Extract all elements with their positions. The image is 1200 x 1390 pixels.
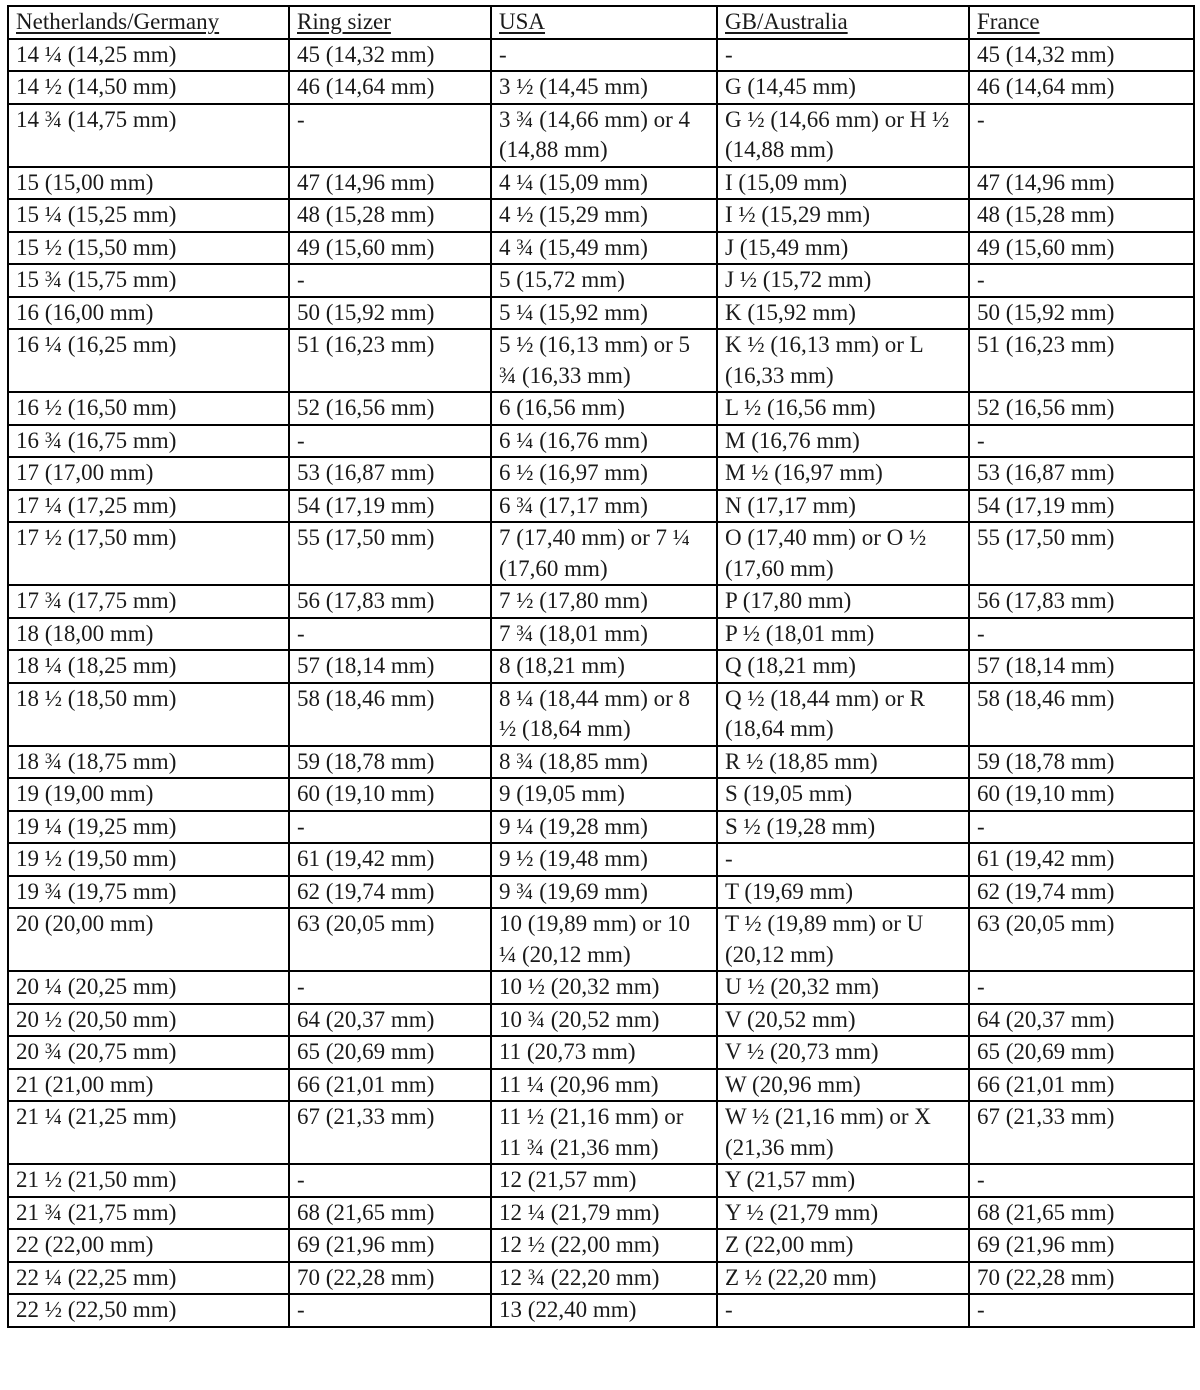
table-row	[8, 425, 1194, 458]
header-ring-sizer	[289, 6, 491, 39]
cell-gb-australia: K (15,92 mm)	[717, 297, 969, 330]
cell-netherlands-germany: 20 (20,00 mm)	[8, 908, 289, 971]
table-row	[8, 908, 1194, 971]
header-label: Ring sizer	[297, 9, 391, 34]
cell-france: 66 (21,01 mm)	[969, 1069, 1194, 1102]
table-row	[8, 457, 1194, 490]
cell-france: -	[969, 104, 1194, 167]
cell-gb-australia: P (17,80 mm)	[717, 585, 969, 618]
cell-usa: 10 ½ (20,32 mm)	[491, 971, 717, 1004]
cell-usa: 8 (18,21 mm)	[491, 650, 717, 683]
cell-netherlands-germany: 22 ¼ (22,25 mm)	[8, 1262, 289, 1295]
header-label: Netherlands/Germany	[16, 9, 220, 34]
cell-gb-australia: Z (22,00 mm)	[717, 1229, 969, 1262]
table-row	[8, 778, 1194, 811]
cell-netherlands-germany: 18 ¼ (18,25 mm)	[8, 650, 289, 683]
table-row	[8, 264, 1194, 297]
cell-netherlands-germany: 15 ¼ (15,25 mm)	[8, 199, 289, 232]
header-label: France	[977, 9, 1040, 34]
cell-usa: 13 (22,40 mm)	[491, 1294, 717, 1327]
table-row	[8, 876, 1194, 909]
cell-gb-australia: I ½ (15,29 mm)	[717, 199, 969, 232]
cell-ring-sizer: 51 (16,23 mm)	[289, 329, 491, 392]
cell-ring-sizer: 70 (22,28 mm)	[289, 1262, 491, 1295]
cell-ring-sizer: -	[289, 618, 491, 651]
cell-france: 65 (20,69 mm)	[969, 1036, 1194, 1069]
cell-usa: 4 ¼ (15,09 mm)	[491, 167, 717, 200]
cell-france: 67 (21,33 mm)	[969, 1101, 1194, 1164]
table-row	[8, 1004, 1194, 1037]
header-gb-australia	[717, 6, 969, 39]
cell-usa: 6 ¾ (17,17 mm)	[491, 490, 717, 523]
table-row	[8, 618, 1194, 651]
cell-netherlands-germany: 14 ¼ (14,25 mm)	[8, 39, 289, 72]
cell-netherlands-germany: 21 ¼ (21,25 mm)	[8, 1101, 289, 1164]
cell-france: -	[969, 1164, 1194, 1197]
table-row	[8, 1197, 1194, 1230]
cell-france: -	[969, 618, 1194, 651]
table-row	[8, 522, 1194, 585]
cell-netherlands-germany: 19 (19,00 mm)	[8, 778, 289, 811]
cell-ring-sizer: -	[289, 264, 491, 297]
cell-netherlands-germany: 20 ¼ (20,25 mm)	[8, 971, 289, 1004]
cell-usa: 12 ¼ (21,79 mm)	[491, 1197, 717, 1230]
cell-france: -	[969, 1294, 1194, 1327]
cell-usa: 9 (19,05 mm)	[491, 778, 717, 811]
cell-ring-sizer: -	[289, 971, 491, 1004]
cell-ring-sizer: 68 (21,65 mm)	[289, 1197, 491, 1230]
table-row	[8, 1069, 1194, 1102]
cell-netherlands-germany: 15 ¾ (15,75 mm)	[8, 264, 289, 297]
table-body	[8, 39, 1194, 1327]
cell-france: 48 (15,28 mm)	[969, 199, 1194, 232]
table-row	[8, 39, 1194, 72]
cell-netherlands-germany: 22 ½ (22,50 mm)	[8, 1294, 289, 1327]
cell-ring-sizer: -	[289, 425, 491, 458]
cell-gb-australia: Y ½ (21,79 mm)	[717, 1197, 969, 1230]
cell-france: 50 (15,92 mm)	[969, 297, 1194, 330]
cell-netherlands-germany: 16 (16,00 mm)	[8, 297, 289, 330]
cell-usa: 11 ½ (21,16 mm) or 11 ¾ (21,36 mm)	[491, 1101, 717, 1164]
table-row	[8, 1036, 1194, 1069]
cell-gb-australia: P ½ (18,01 mm)	[717, 618, 969, 651]
cell-usa: 3 ½ (14,45 mm)	[491, 71, 717, 104]
cell-netherlands-germany: 17 ½ (17,50 mm)	[8, 522, 289, 585]
header-row	[8, 6, 1194, 39]
cell-usa: 7 ½ (17,80 mm)	[491, 585, 717, 618]
cell-usa: 10 (19,89 mm) or 10 ¼ (20,12 mm)	[491, 908, 717, 971]
cell-usa: -	[491, 39, 717, 72]
table-row	[8, 297, 1194, 330]
cell-france: 49 (15,60 mm)	[969, 232, 1194, 265]
cell-gb-australia: L ½ (16,56 mm)	[717, 392, 969, 425]
cell-netherlands-germany: 18 ¾ (18,75 mm)	[8, 746, 289, 779]
cell-ring-sizer: -	[289, 104, 491, 167]
cell-ring-sizer: 48 (15,28 mm)	[289, 199, 491, 232]
cell-ring-sizer: 60 (19,10 mm)	[289, 778, 491, 811]
table-row	[8, 392, 1194, 425]
cell-usa: 8 ¾ (18,85 mm)	[491, 746, 717, 779]
cell-ring-sizer: 55 (17,50 mm)	[289, 522, 491, 585]
cell-gb-australia: V ½ (20,73 mm)	[717, 1036, 969, 1069]
cell-netherlands-germany: 22 (22,00 mm)	[8, 1229, 289, 1262]
table-row	[8, 104, 1194, 167]
cell-gb-australia: M ½ (16,97 mm)	[717, 457, 969, 490]
cell-netherlands-germany: 16 ¾ (16,75 mm)	[8, 425, 289, 458]
cell-gb-australia: K ½ (16,13 mm) or L (16,33 mm)	[717, 329, 969, 392]
table-row	[8, 71, 1194, 104]
cell-netherlands-germany: 21 ½ (21,50 mm)	[8, 1164, 289, 1197]
cell-netherlands-germany: 18 ½ (18,50 mm)	[8, 683, 289, 746]
table-row	[8, 1229, 1194, 1262]
cell-usa: 6 ½ (16,97 mm)	[491, 457, 717, 490]
cell-usa: 8 ¼ (18,44 mm) or 8 ½ (18,64 mm)	[491, 683, 717, 746]
cell-gb-australia: N (17,17 mm)	[717, 490, 969, 523]
cell-gb-australia: S (19,05 mm)	[717, 778, 969, 811]
table-row	[8, 329, 1194, 392]
cell-netherlands-germany: 15 ½ (15,50 mm)	[8, 232, 289, 265]
cell-netherlands-germany: 14 ½ (14,50 mm)	[8, 71, 289, 104]
cell-ring-sizer: 50 (15,92 mm)	[289, 297, 491, 330]
cell-france: -	[969, 264, 1194, 297]
cell-usa: 4 ¾ (15,49 mm)	[491, 232, 717, 265]
cell-gb-australia: V (20,52 mm)	[717, 1004, 969, 1037]
ring-size-conversion-table	[7, 5, 1195, 1328]
cell-ring-sizer: 47 (14,96 mm)	[289, 167, 491, 200]
cell-usa: 3 ¾ (14,66 mm) or 4 (14,88 mm)	[491, 104, 717, 167]
cell-ring-sizer: 45 (14,32 mm)	[289, 39, 491, 72]
cell-usa: 5 ½ (16,13 mm) or 5 ¾ (16,33 mm)	[491, 329, 717, 392]
cell-gb-australia: G ½ (14,66 mm) or H ½ (14,88 mm)	[717, 104, 969, 167]
cell-usa: 4 ½ (15,29 mm)	[491, 199, 717, 232]
cell-usa: 7 ¾ (18,01 mm)	[491, 618, 717, 651]
table-row	[8, 683, 1194, 746]
table-row	[8, 1164, 1194, 1197]
cell-gb-australia: O (17,40 mm) or O ½ (17,60 mm)	[717, 522, 969, 585]
cell-france: -	[969, 811, 1194, 844]
cell-gb-australia: W ½ (21,16 mm) or X (21,36 mm)	[717, 1101, 969, 1164]
cell-gb-australia: T (19,69 mm)	[717, 876, 969, 909]
cell-gb-australia: S ½ (19,28 mm)	[717, 811, 969, 844]
cell-france: 53 (16,87 mm)	[969, 457, 1194, 490]
header-france	[969, 6, 1194, 39]
cell-ring-sizer: -	[289, 1164, 491, 1197]
table-row	[8, 746, 1194, 779]
cell-france: 61 (19,42 mm)	[969, 843, 1194, 876]
cell-netherlands-germany: 18 (18,00 mm)	[8, 618, 289, 651]
cell-france: 68 (21,65 mm)	[969, 1197, 1194, 1230]
cell-france: 51 (16,23 mm)	[969, 329, 1194, 392]
cell-france: 69 (21,96 mm)	[969, 1229, 1194, 1262]
cell-gb-australia: J ½ (15,72 mm)	[717, 264, 969, 297]
table-row	[8, 971, 1194, 1004]
cell-ring-sizer: -	[289, 811, 491, 844]
cell-france: 57 (18,14 mm)	[969, 650, 1194, 683]
cell-gb-australia: Y (21,57 mm)	[717, 1164, 969, 1197]
cell-gb-australia: R ½ (18,85 mm)	[717, 746, 969, 779]
cell-netherlands-germany: 20 ¾ (20,75 mm)	[8, 1036, 289, 1069]
cell-usa: 9 ¼ (19,28 mm)	[491, 811, 717, 844]
cell-usa: 9 ½ (19,48 mm)	[491, 843, 717, 876]
cell-gb-australia: Q (18,21 mm)	[717, 650, 969, 683]
cell-usa: 12 ¾ (22,20 mm)	[491, 1262, 717, 1295]
cell-france: 59 (18,78 mm)	[969, 746, 1194, 779]
cell-netherlands-germany: 21 (21,00 mm)	[8, 1069, 289, 1102]
cell-netherlands-germany: 19 ¾ (19,75 mm)	[8, 876, 289, 909]
cell-gb-australia: Q ½ (18,44 mm) or R (18,64 mm)	[717, 683, 969, 746]
cell-france: 63 (20,05 mm)	[969, 908, 1194, 971]
cell-france: 54 (17,19 mm)	[969, 490, 1194, 523]
cell-ring-sizer: 65 (20,69 mm)	[289, 1036, 491, 1069]
cell-netherlands-germany: 15 (15,00 mm)	[8, 167, 289, 200]
cell-ring-sizer: 52 (16,56 mm)	[289, 392, 491, 425]
cell-usa: 12 ½ (22,00 mm)	[491, 1229, 717, 1262]
cell-gb-australia: -	[717, 1294, 969, 1327]
header-label: USA	[499, 9, 546, 34]
cell-usa: 11 ¼ (20,96 mm)	[491, 1069, 717, 1102]
cell-ring-sizer: 58 (18,46 mm)	[289, 683, 491, 746]
cell-gb-australia: J (15,49 mm)	[717, 232, 969, 265]
cell-netherlands-germany: 21 ¾ (21,75 mm)	[8, 1197, 289, 1230]
cell-ring-sizer: 66 (21,01 mm)	[289, 1069, 491, 1102]
cell-usa: 5 (15,72 mm)	[491, 264, 717, 297]
cell-netherlands-germany: 19 ¼ (19,25 mm)	[8, 811, 289, 844]
cell-gb-australia: Z ½ (22,20 mm)	[717, 1262, 969, 1295]
cell-gb-australia: -	[717, 39, 969, 72]
cell-gb-australia: W (20,96 mm)	[717, 1069, 969, 1102]
cell-gb-australia: -	[717, 843, 969, 876]
cell-usa: 7 (17,40 mm) or 7 ¼ (17,60 mm)	[491, 522, 717, 585]
cell-ring-sizer: 57 (18,14 mm)	[289, 650, 491, 683]
table-row	[8, 232, 1194, 265]
cell-usa: 12 (21,57 mm)	[491, 1164, 717, 1197]
table-row	[8, 811, 1194, 844]
cell-gb-australia: G (14,45 mm)	[717, 71, 969, 104]
cell-france: -	[969, 971, 1194, 1004]
table-row	[8, 585, 1194, 618]
header-netherlands-germany	[8, 6, 289, 39]
cell-netherlands-germany: 20 ½ (20,50 mm)	[8, 1004, 289, 1037]
cell-netherlands-germany: 16 ½ (16,50 mm)	[8, 392, 289, 425]
table-row	[8, 843, 1194, 876]
table-row	[8, 490, 1194, 523]
cell-france: 60 (19,10 mm)	[969, 778, 1194, 811]
cell-france: 62 (19,74 mm)	[969, 876, 1194, 909]
cell-ring-sizer: -	[289, 1294, 491, 1327]
cell-ring-sizer: 62 (19,74 mm)	[289, 876, 491, 909]
cell-usa: 9 ¾ (19,69 mm)	[491, 876, 717, 909]
cell-netherlands-germany: 17 ¼ (17,25 mm)	[8, 490, 289, 523]
cell-france: -	[969, 425, 1194, 458]
cell-france: 55 (17,50 mm)	[969, 522, 1194, 585]
cell-gb-australia: I (15,09 mm)	[717, 167, 969, 200]
table-row	[8, 1294, 1194, 1327]
header-label: GB/Australia	[725, 9, 848, 34]
cell-netherlands-germany: 14 ¾ (14,75 mm)	[8, 104, 289, 167]
cell-ring-sizer: 69 (21,96 mm)	[289, 1229, 491, 1262]
cell-ring-sizer: 46 (14,64 mm)	[289, 71, 491, 104]
cell-gb-australia: T ½ (19,89 mm) or U (20,12 mm)	[717, 908, 969, 971]
cell-ring-sizer: 56 (17,83 mm)	[289, 585, 491, 618]
table-row	[8, 199, 1194, 232]
table-row	[8, 167, 1194, 200]
table-row	[8, 1262, 1194, 1295]
cell-ring-sizer: 64 (20,37 mm)	[289, 1004, 491, 1037]
cell-france: 52 (16,56 mm)	[969, 392, 1194, 425]
cell-ring-sizer: 61 (19,42 mm)	[289, 843, 491, 876]
cell-netherlands-germany: 17 ¾ (17,75 mm)	[8, 585, 289, 618]
cell-ring-sizer: 67 (21,33 mm)	[289, 1101, 491, 1164]
cell-gb-australia: M (16,76 mm)	[717, 425, 969, 458]
cell-gb-australia: U ½ (20,32 mm)	[717, 971, 969, 1004]
cell-ring-sizer: 53 (16,87 mm)	[289, 457, 491, 490]
cell-france: 47 (14,96 mm)	[969, 167, 1194, 200]
cell-usa: 5 ¼ (15,92 mm)	[491, 297, 717, 330]
header-usa	[491, 6, 717, 39]
cell-ring-sizer: 54 (17,19 mm)	[289, 490, 491, 523]
cell-france: 70 (22,28 mm)	[969, 1262, 1194, 1295]
cell-usa: 6 ¼ (16,76 mm)	[491, 425, 717, 458]
table-row	[8, 1101, 1194, 1164]
cell-netherlands-germany: 16 ¼ (16,25 mm)	[8, 329, 289, 392]
cell-france: 56 (17,83 mm)	[969, 585, 1194, 618]
cell-france: 45 (14,32 mm)	[969, 39, 1194, 72]
cell-france: 64 (20,37 mm)	[969, 1004, 1194, 1037]
table-row	[8, 650, 1194, 683]
cell-ring-sizer: 49 (15,60 mm)	[289, 232, 491, 265]
cell-netherlands-germany: 17 (17,00 mm)	[8, 457, 289, 490]
cell-france: 46 (14,64 mm)	[969, 71, 1194, 104]
cell-usa: 6 (16,56 mm)	[491, 392, 717, 425]
cell-netherlands-germany: 19 ½ (19,50 mm)	[8, 843, 289, 876]
cell-ring-sizer: 63 (20,05 mm)	[289, 908, 491, 971]
cell-usa: 10 ¾ (20,52 mm)	[491, 1004, 717, 1037]
cell-france: 58 (18,46 mm)	[969, 683, 1194, 746]
cell-usa: 11 (20,73 mm)	[491, 1036, 717, 1069]
cell-ring-sizer: 59 (18,78 mm)	[289, 746, 491, 779]
